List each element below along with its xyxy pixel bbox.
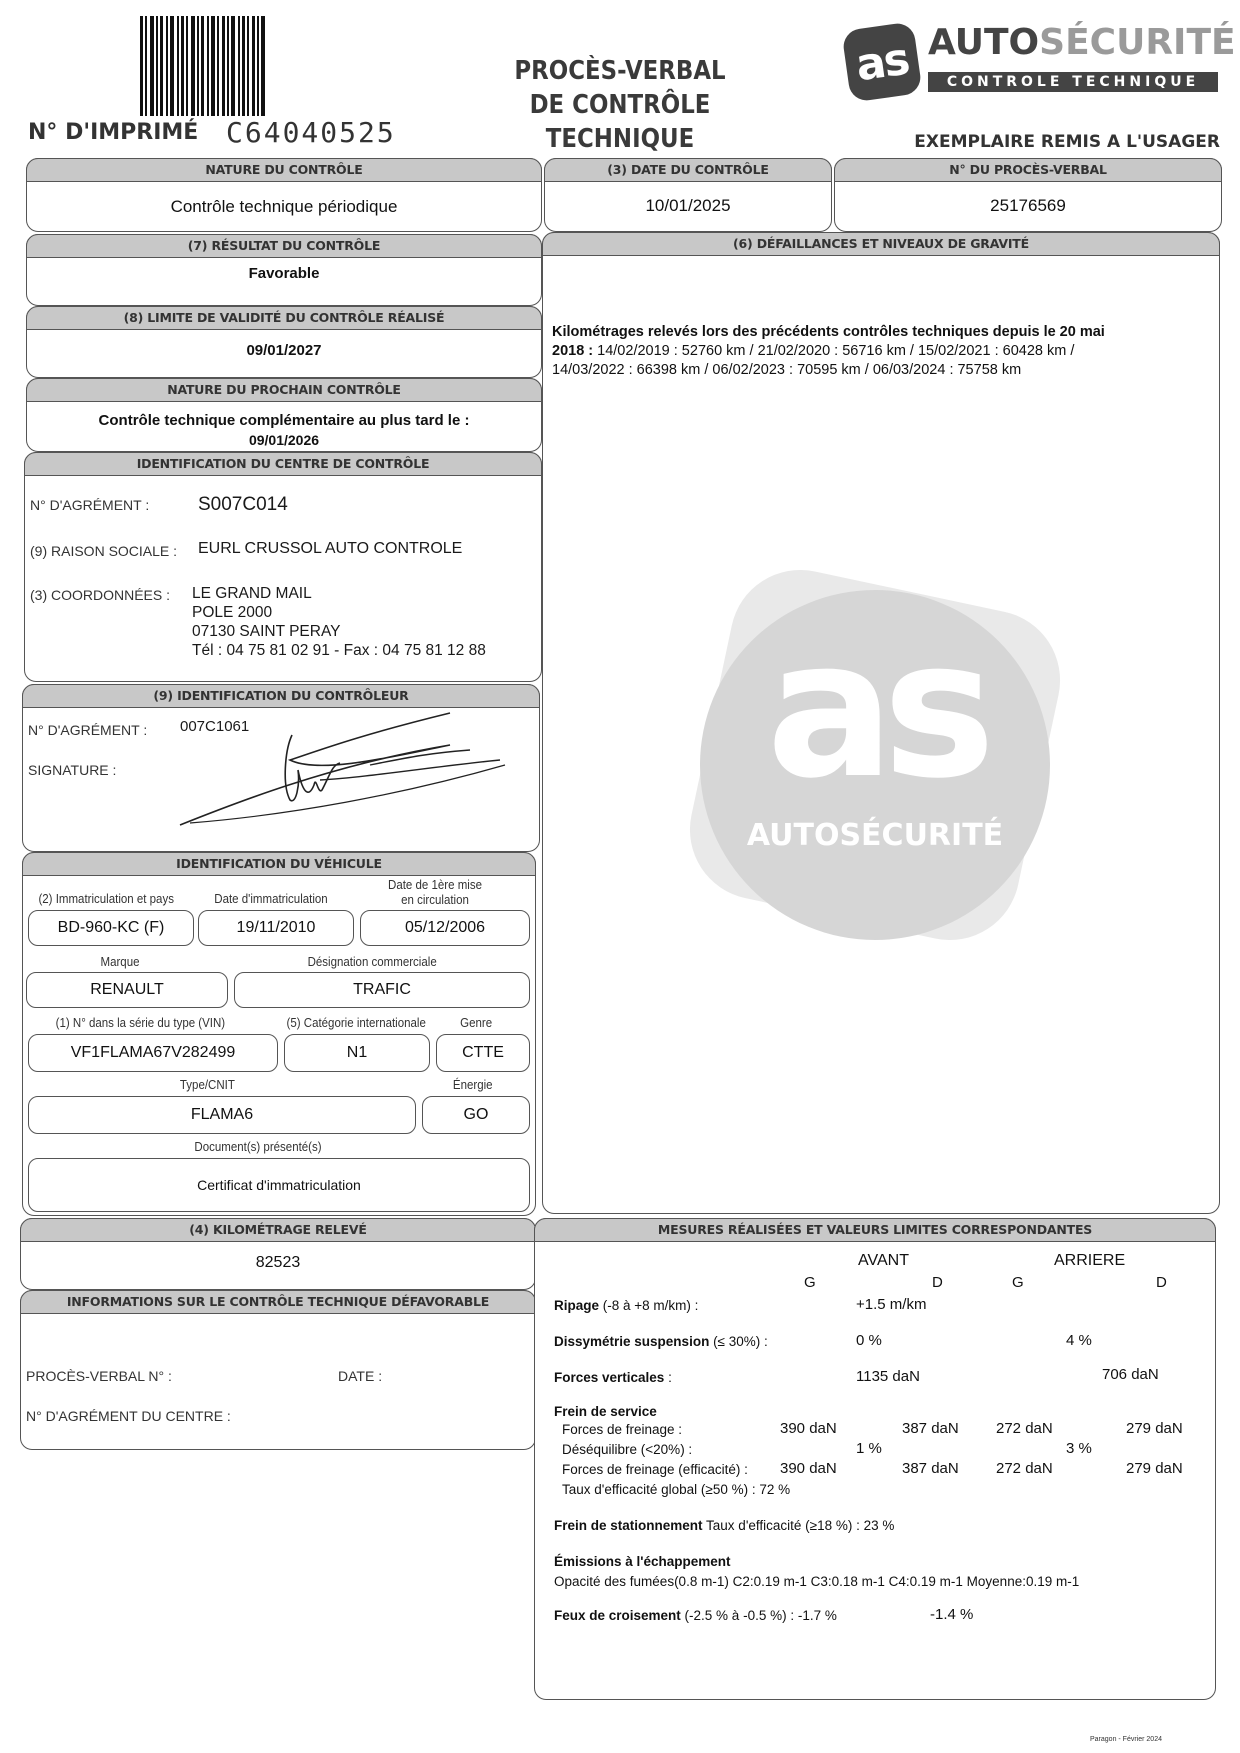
immat-label: (2) Immatriculation et pays: [38, 892, 174, 906]
genre-field: CTTE: [436, 1034, 530, 1072]
watermark-badge: as: [766, 599, 984, 820]
nature-controle-header: NATURE DU CONTRÔLE: [26, 158, 542, 182]
stationnement-value: Taux d'efficacité (≥18 %) : 23 %: [702, 1518, 895, 1533]
stationnement-label: Frein de stationnement: [554, 1518, 703, 1533]
km-history-line-3: 14/03/2022 : 66398 km / 06/02/2023 : 70595 km / 06/03/2024 : 75758 km: [552, 362, 1022, 378]
defavorable-header: INFORMATIONS SUR LE CONTRÔLE TECHNIQUE DÉFAVORABLE: [20, 1290, 536, 1314]
brand-name-auto: AUTO: [928, 22, 1040, 63]
marque-field: RENAULT: [26, 972, 228, 1008]
date-controle-header: (3) DATE DU CONTRÔLE: [544, 158, 832, 182]
emissions-title: Émissions à l'échappement: [554, 1554, 731, 1569]
kilometrage-value: 82523: [255, 1254, 301, 1271]
km-history-line-2: [552, 342, 1212, 361]
premiere-label-2: en circulation: [401, 893, 469, 907]
centre-agrement-value: S007C014: [198, 494, 288, 515]
date-controle-value: 10/01/2025: [645, 196, 731, 215]
km-history-year: 2018 :: [552, 343, 594, 359]
freinage-g-arriere: 272 daN: [996, 1420, 1053, 1437]
resultat-header: (7) RÉSULTAT DU CONTRÔLE: [26, 234, 542, 258]
forces-row: [554, 1370, 672, 1385]
brand-subtitle: CONTROLE TECHNIQUE: [928, 72, 1218, 92]
defavorable-pv-label: PROCÈS-VERBAL N° :: [26, 1368, 172, 1384]
prochain-line-1: Contrôle technique complémentaire au plus tard le :: [98, 412, 470, 429]
forces-arriere: 706 daN: [1102, 1366, 1159, 1383]
imprime-number: C64040525: [226, 116, 396, 149]
freinage-d-avant: 387 daN: [902, 1420, 959, 1437]
marque-label: Marque: [100, 955, 140, 969]
frein-service-title: Frein de service: [554, 1404, 657, 1419]
imprime-label: N° D'IMPRIMÉ: [28, 120, 199, 145]
documents-label: Document(s) présenté(s): [194, 1140, 322, 1154]
kilometrage-header: (4) KILOMÉTRAGE RELEVÉ: [20, 1218, 536, 1242]
dissym-row: [554, 1334, 768, 1349]
signature-label: SIGNATURE :: [28, 762, 117, 778]
centre-address-line: 07130 SAINT PERAY: [192, 623, 341, 640]
centre-raison-label: (9) RAISON SOCIALE :: [30, 543, 178, 559]
dissym-label: Dissymétrie suspension: [554, 1334, 710, 1349]
forces-label: Forces verticales: [554, 1370, 665, 1385]
col-g-arriere: G: [1012, 1274, 1024, 1291]
title-line-2: DE CONTRÔLE TECHNIQUE: [529, 90, 711, 154]
feux-value: (-2.5 % à -0.5 %) : -1.7 %: [680, 1608, 837, 1623]
exemplaire-label: EXEMPLAIRE REMIS A L'USAGER: [914, 132, 1220, 152]
deseq-arriere: 3 %: [1066, 1440, 1092, 1457]
vehicule-header: IDENTIFICATION DU VÉHICULE: [22, 852, 536, 876]
freinage-d-arriere: 279 daN: [1126, 1420, 1183, 1437]
ripage-label: Ripage: [554, 1298, 600, 1313]
signature-image: [170, 705, 510, 835]
defavorable-date-label: DATE :: [338, 1368, 383, 1384]
mesures-header: MESURES RÉALISÉES ET VALEURS LIMITES CORRESPONDANTES: [534, 1218, 1216, 1242]
forces-limits: :: [664, 1370, 672, 1385]
deseq-avant: 1 %: [856, 1440, 882, 1457]
centre-agrement-label: N° D'AGRÉMENT :: [30, 497, 150, 513]
col-d-avant: D: [932, 1274, 943, 1291]
centre-address-line: LE GRAND MAIL: [192, 585, 312, 602]
dissym-arriere: 4 %: [1066, 1332, 1092, 1349]
categorie-field: N1: [284, 1034, 430, 1072]
frein-service-label: [554, 1404, 657, 1419]
avant-header: AVANT: [858, 1252, 909, 1269]
date-immat-field: 19/11/2010: [198, 910, 354, 946]
nature-controle-value: Contrôle technique périodique: [170, 197, 398, 216]
freinage-eff-g-arriere: 272 daN: [996, 1460, 1053, 1477]
ripage-row: [554, 1298, 698, 1313]
centre-address: [192, 584, 486, 660]
energie-field: GO: [422, 1096, 530, 1134]
brand-name: [928, 22, 1236, 63]
defaillances-header: (6) DÉFAILLANCES ET NIVEAUX DE GRAVITÉ: [542, 232, 1220, 256]
ripage-limits: (-8 à +8 m/km) :: [599, 1298, 699, 1313]
mesures-box: [534, 1218, 1216, 1700]
title-line-1: PROCÈS-VERBAL: [514, 56, 726, 86]
type-field: FLAMA6: [28, 1096, 416, 1134]
col-d-arriere: D: [1156, 1274, 1167, 1291]
centre-address-line: Tél : 04 75 81 02 91 - Fax : 04 75 81 12 88: [192, 642, 486, 659]
freinage-eff-d-avant: 387 daN: [902, 1460, 959, 1477]
feux-label: Feux de croisement: [554, 1608, 681, 1623]
pv-number-value: 25176569: [990, 196, 1066, 215]
controleur-agrement-value: 007C1061: [180, 718, 250, 735]
km-history-values-1: 14/02/2019 : 52760 km / 21/02/2020 : 56716 km / 15/02/2021 : 60428 km /: [593, 343, 1075, 359]
defaillances-text: [552, 323, 1212, 380]
dissym-avant: 0 %: [856, 1332, 882, 1349]
centre-header: IDENTIFICATION DU CENTRE DE CONTRÔLE: [24, 452, 542, 476]
prochain-header: NATURE DU PROCHAIN CONTRÔLE: [26, 378, 542, 402]
brand-logo-badge: as: [841, 21, 922, 102]
freinage-g-avant: 390 daN: [780, 1420, 837, 1437]
vin-label: (1) N° dans la série du type (VIN): [55, 1016, 226, 1030]
ripage-value: +1.5 m/km: [856, 1296, 927, 1313]
documents-field: Certificat d'immatriculation: [28, 1158, 530, 1212]
date-immat-label: Date d'immatriculation: [214, 892, 328, 906]
barcode: [140, 16, 272, 116]
arriere-header: ARRIERE: [1054, 1252, 1126, 1269]
taux-global: Taux d'efficacité global (≥50 %) : 72 %: [562, 1482, 791, 1497]
freinage-label: Forces de freinage :: [562, 1422, 683, 1437]
limite-header: (8) LIMITE DE VALIDITÉ DU CONTRÔLE RÉALISÉ: [26, 306, 542, 330]
genre-label: Genre: [460, 1016, 493, 1030]
brand-name-securite: SÉCURITÉ: [1039, 22, 1236, 63]
premiere-field: 05/12/2006: [360, 910, 530, 946]
feux-row: [554, 1608, 837, 1623]
defavorable-agrement-label: N° D'AGRÉMENT DU CENTRE :: [26, 1408, 231, 1424]
footer-note: Paragon - Février 2024: [1090, 1736, 1162, 1743]
vin-field: VF1FLAMA67V282499: [28, 1034, 278, 1072]
resultat-value: Favorable: [248, 265, 320, 282]
freinage-eff-label: Forces de freinage (efficacité) :: [562, 1462, 748, 1477]
freinage-eff-g-avant: 390 daN: [780, 1460, 837, 1477]
designation-field: TRAFIC: [234, 972, 530, 1008]
deseq-label: Déséquilibre (<20%) :: [562, 1442, 693, 1457]
centre-coord-label: (3) COORDONNÉES :: [30, 587, 171, 603]
col-g-avant: G: [804, 1274, 816, 1291]
energie-label: Énergie: [452, 1078, 493, 1092]
freinage-eff-d-arriere: 279 daN: [1126, 1460, 1183, 1477]
km-history-line-1: Kilométrages relevés lors des précédents contrôles techniques depuis le 20 mai: [552, 324, 1105, 340]
immat-field: BD-960-KC (F): [28, 910, 194, 946]
pv-number-header: N° DU PROCÈS-VERBAL: [834, 158, 1222, 182]
prochain-line-2: 09/01/2026: [248, 432, 320, 448]
emissions-label: [554, 1554, 731, 1569]
categorie-label: (5) Catégorie internationale: [286, 1016, 426, 1030]
type-label: Type/CNIT: [179, 1078, 235, 1092]
watermark-text: AUTOSÉCURITÉ: [746, 818, 1004, 853]
centre-raison-value: EURL CRUSSOL AUTO CONTROLE: [198, 540, 463, 557]
limite-value: 09/01/2027: [246, 342, 322, 359]
opacite-row: Opacité des fumées(0.8 m-1) C2:0.19 m-1 C3:0.18 m-1 C4:0.19 m-1 Moyenne:0.19 m-1: [554, 1574, 1080, 1589]
forces-avant: 1135 daN: [856, 1368, 920, 1385]
controleur-header: (9) IDENTIFICATION DU CONTRÔLEUR: [22, 684, 540, 708]
designation-label: Désignation commerciale: [307, 955, 437, 969]
dissym-limits: (≤ 30%) :: [709, 1334, 768, 1349]
centre-address-line: POLE 2000: [192, 604, 273, 621]
feux-value-2: -1.4 %: [930, 1606, 974, 1623]
controleur-agrement-label: N° D'AGRÉMENT :: [28, 722, 148, 738]
stationnement-row: [554, 1518, 894, 1533]
premiere-label-1: Date de 1ère mise: [388, 878, 482, 892]
document-title: [462, 54, 779, 156]
